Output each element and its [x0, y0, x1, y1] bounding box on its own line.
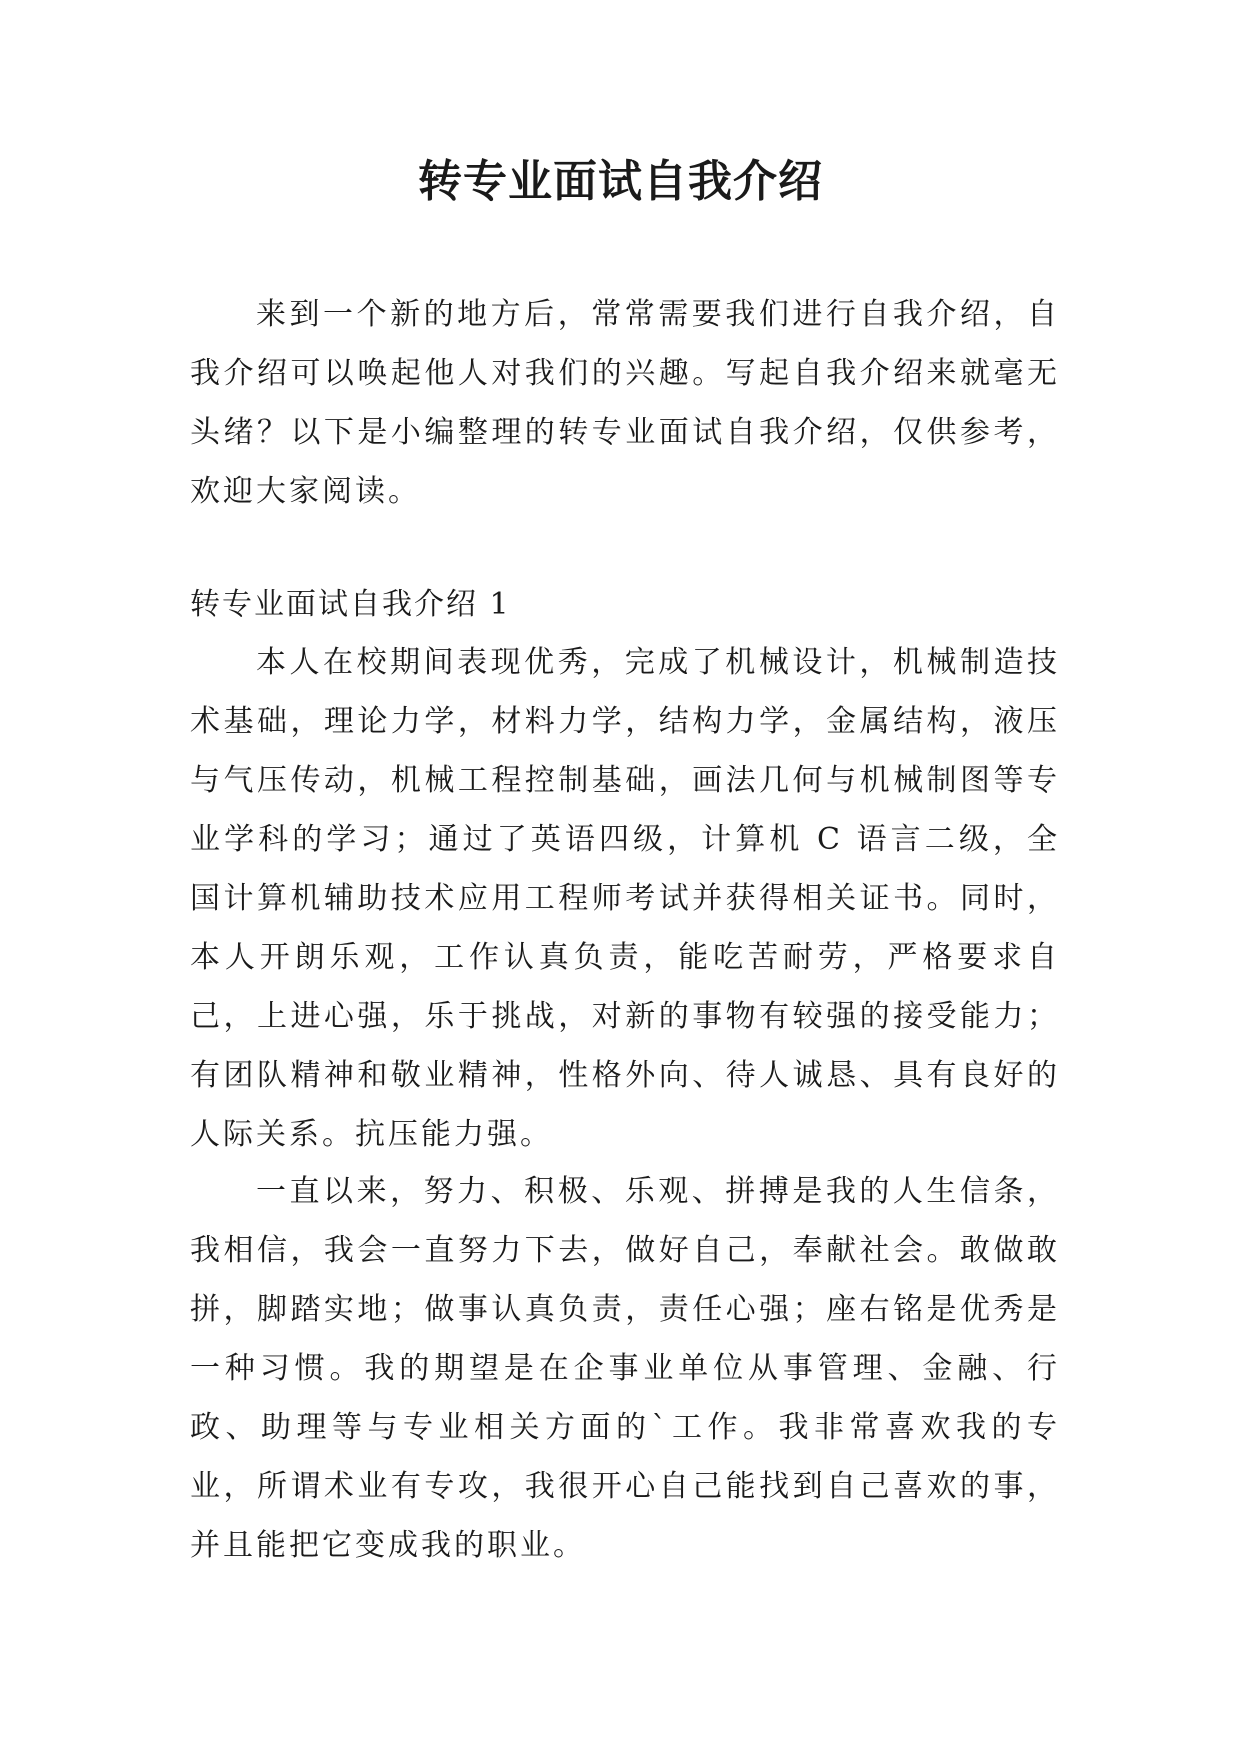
intro-paragraph: 来到一个新的地方后，常常需要我们进行自我介绍，自我介绍可以唤起他人对我们的兴趣。写起自我介绍来就毫无头绪？以下是小编整理的转专业面试自我介绍，仅供参考，欢迎大家阅读。 [190, 297, 1060, 509]
section-heading: 转专业面试自我介绍 1 [190, 587, 511, 622]
body-paragraph-2: 一直以来，努力、积极、乐观、拼搏是我的人生信条，我相信，我会一直努力下去，做好自己，奉献社会。敢做敢拼，脚踏实地；做事认真负责，责任心强；座右铭是优秀是一种习惯。我的期望是在企事业单位从事管理、金融、行政、助理等与专业相关方面的`工作。我非常喜欢我的专业，所谓术业有专攻，我很开心自己能找到自己喜欢的事，并且能把它变成我的职业。 [190, 1174, 1060, 1563]
document-title: 转专业面试自我介绍 [418, 156, 823, 207]
body-paragraph-1: 本人在校期间表现优秀，完成了机械设计，机械制造技术基础，理论力学，材料力学，结构力学，金属结构，液压与气压传动，机械工程控制基础，画法几何与机械制图等专业学科的学习；通过了英语四级，计算机 C 语言二级，全国计算机辅助技术应用工程师考试并获得相关证书。同时，本人开朗乐观，工作认真负责，能吃苦耐劳，严格要求自己，上进心强，乐于挑战，对新的事物有较强的接受能力；有团队精神和敬业精神，性格外向、待人诚恳、具有良好的人际关系。抗压能力强。 [190, 645, 1060, 1152]
